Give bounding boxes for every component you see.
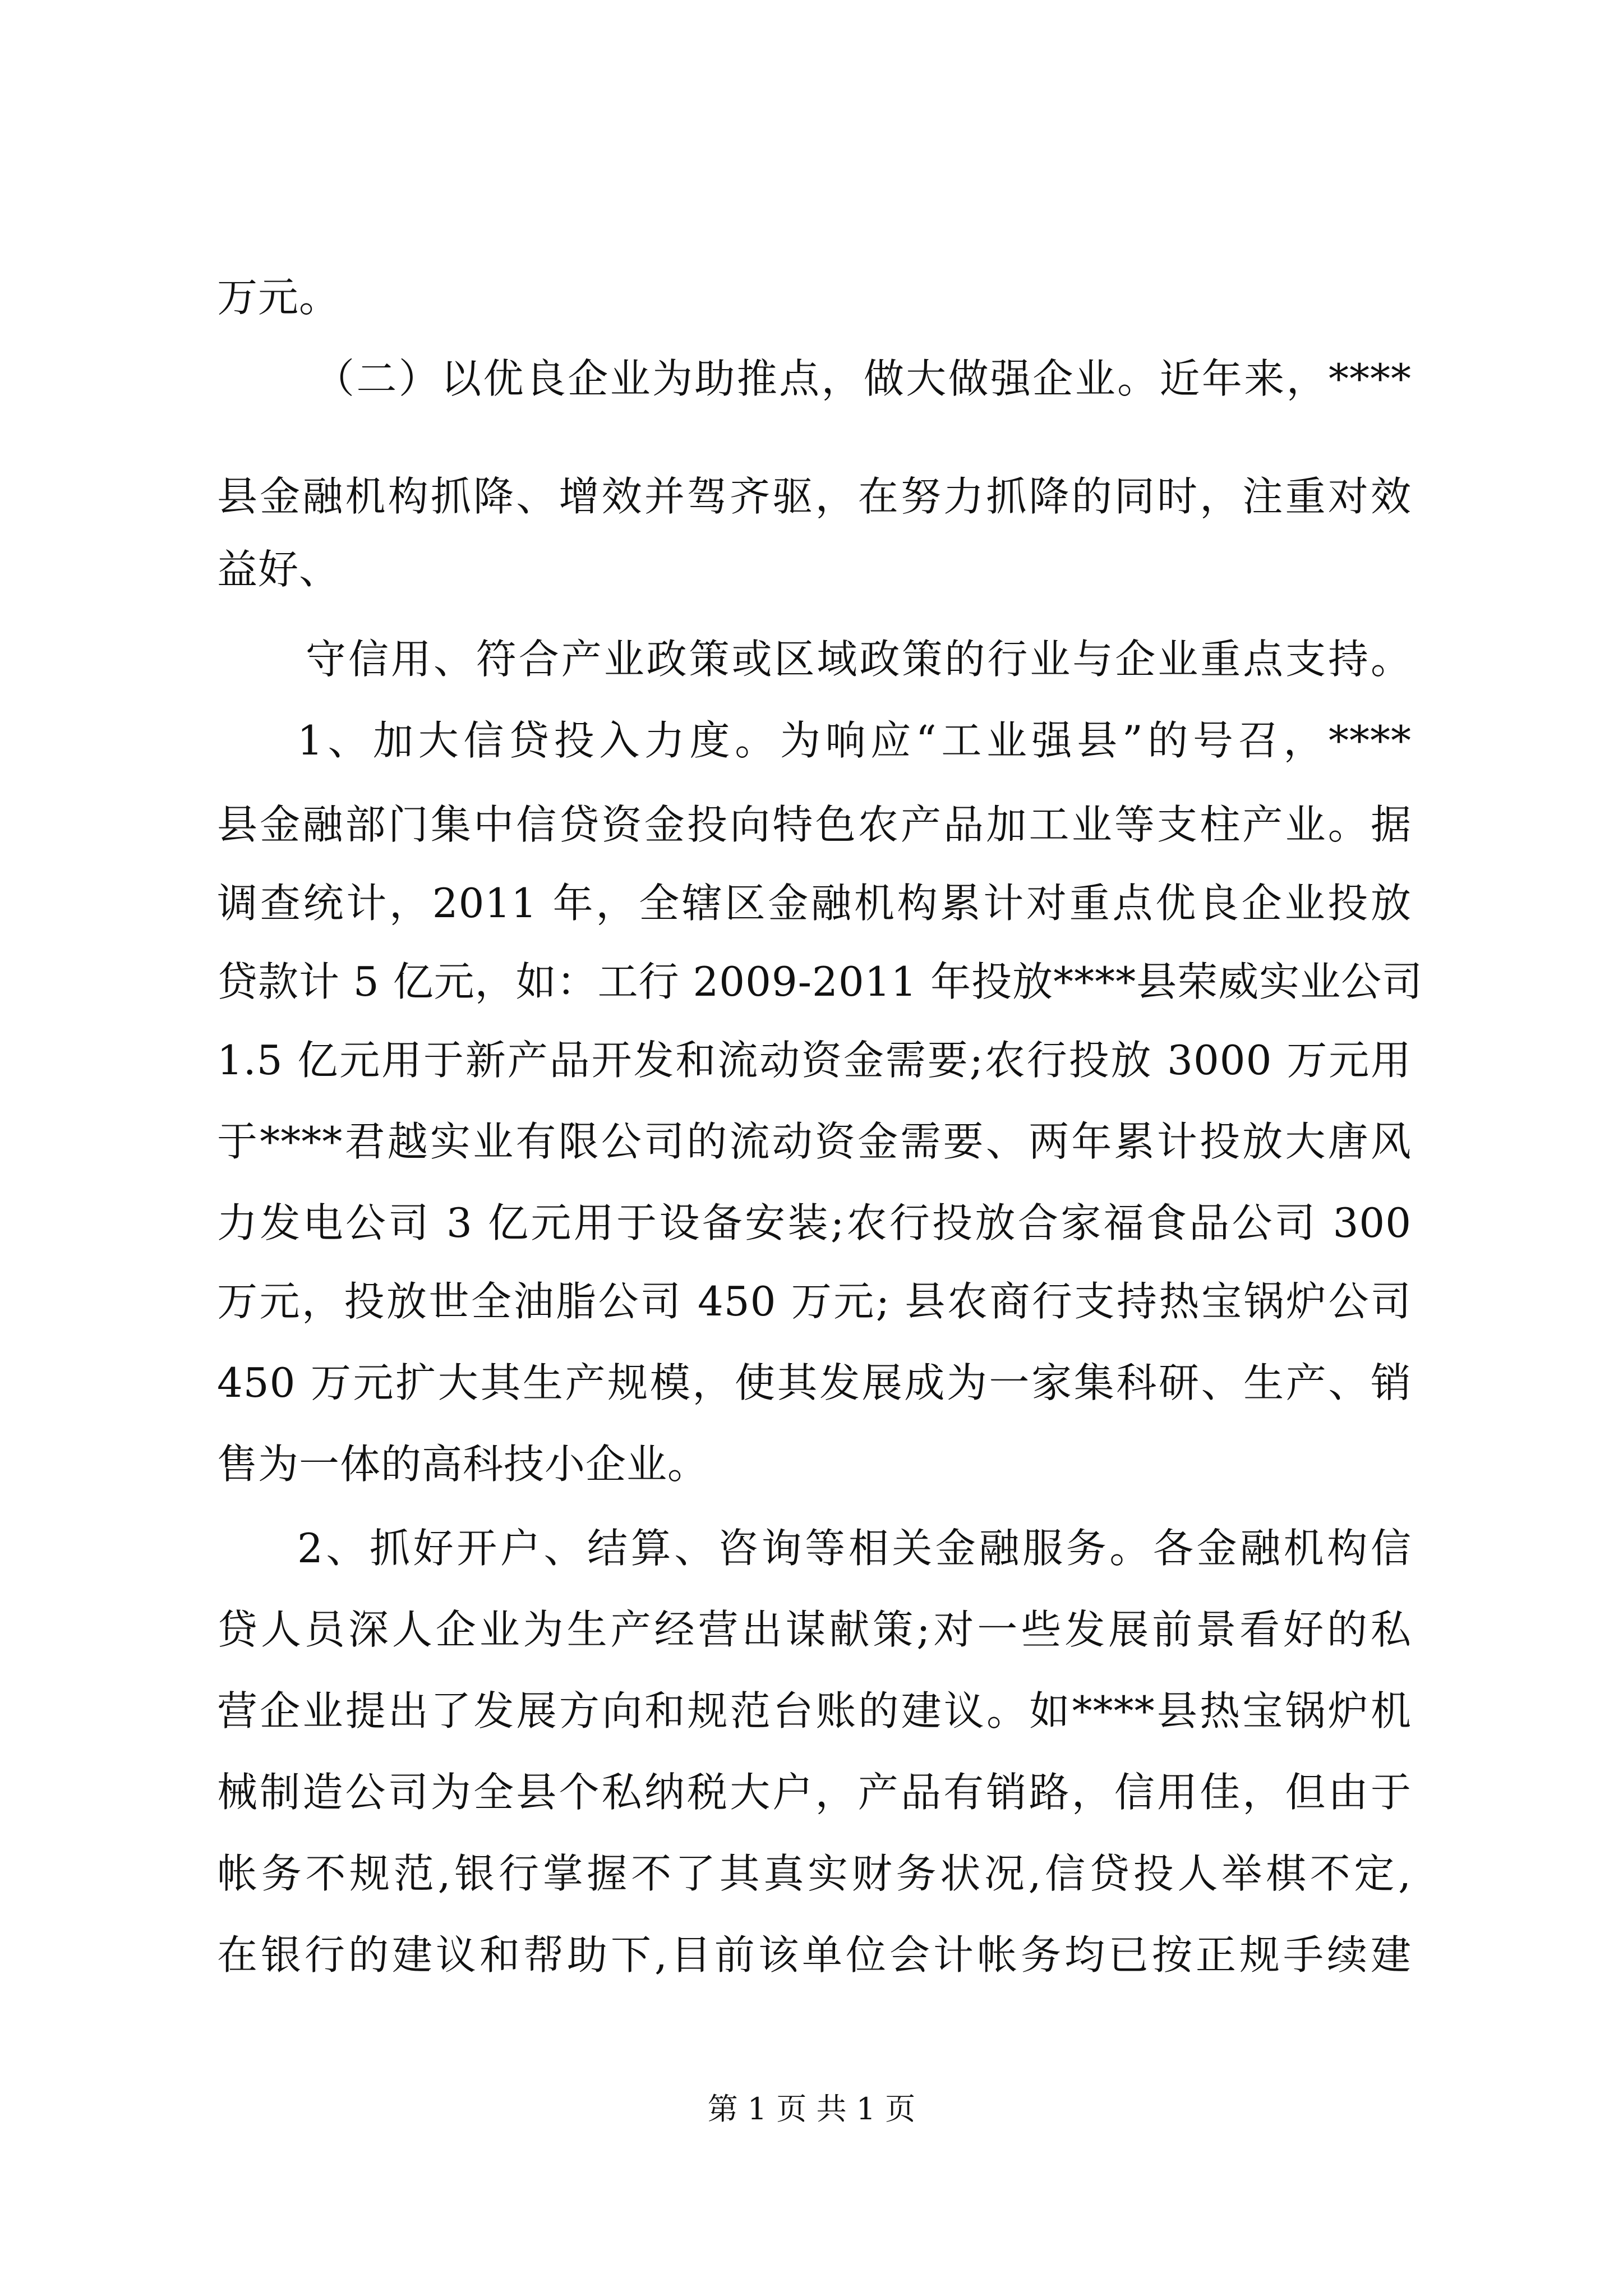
text-line: 贷款计 5 亿元，如：工行 2009-2011 年投放****县荣威实业公司 (217, 958, 1423, 1005)
text-line: 在银行的建议和帮助下,目前该单位会计帐务均已按正规手续建 (217, 1931, 1412, 1978)
text-line: 于****君越实业有限公司的流动资金需要、两年累计投放大唐风 (217, 1118, 1412, 1165)
text-line: 2、抓好开户、结算、咨询等相关金融服务。各金融机构信 (297, 1525, 1412, 1572)
text-line: 贷人员深人企业为生产经营出谋献策;对一些发展前景看好的私 (217, 1606, 1412, 1653)
text-line: 守信用、符合产业政策或区域政策的行业与企业重点支持。 (306, 636, 1412, 683)
text-line: 帐务不规范,银行掌握不了其真实财务状况,信贷投人举棋不定, (217, 1850, 1412, 1897)
page-footer: 第 1 页 共 1 页 (707, 2091, 916, 2127)
text-line: 益好、 (217, 546, 340, 593)
text-line: 万元，投放世全油脂公司 450 万元; 县农商行支持热宝锅炉公司 (217, 1278, 1412, 1325)
text-line: 1、加大信贷投入力度。为响应“工业强县”的号召，**** (297, 717, 1412, 764)
text-line: 450 万元扩大其生产规模，使其发展成为一家集科研、生产、销 (217, 1359, 1412, 1406)
text-line: 力发电公司 3 亿元用于设备安装;农行投放合家福食品公司 300 (217, 1199, 1412, 1246)
text-line: 营企业提出了发展方向和规范台账的建议。如****县热宝锅炉机 (217, 1687, 1412, 1734)
text-line: 县金融机构抓降、增效并驾齐驱，在努力抓降的同时，注重对效 (217, 473, 1412, 520)
text-line: 调查统计，2011 年，全辖区金融机构累计对重点优良企业投放 (217, 880, 1412, 927)
text-line: 售为一体的高科技小企业。 (217, 1441, 709, 1488)
text-line: 万元。 (217, 274, 340, 321)
text-line: 械制造公司为全县个私纳税大户，产品有销路，信用佳，但由于 (217, 1769, 1412, 1816)
text-line: （二）以优良企业为助推点，做大做强企业。近年来，**** (314, 355, 1412, 402)
text-line: 1.5 亿元用于新产品开发和流动资金需要;农行投放 3000 万元用 (217, 1037, 1412, 1084)
text-line: 县金融部门集中信贷资金投向特色农产品加工业等支柱产业。据 (217, 801, 1412, 848)
